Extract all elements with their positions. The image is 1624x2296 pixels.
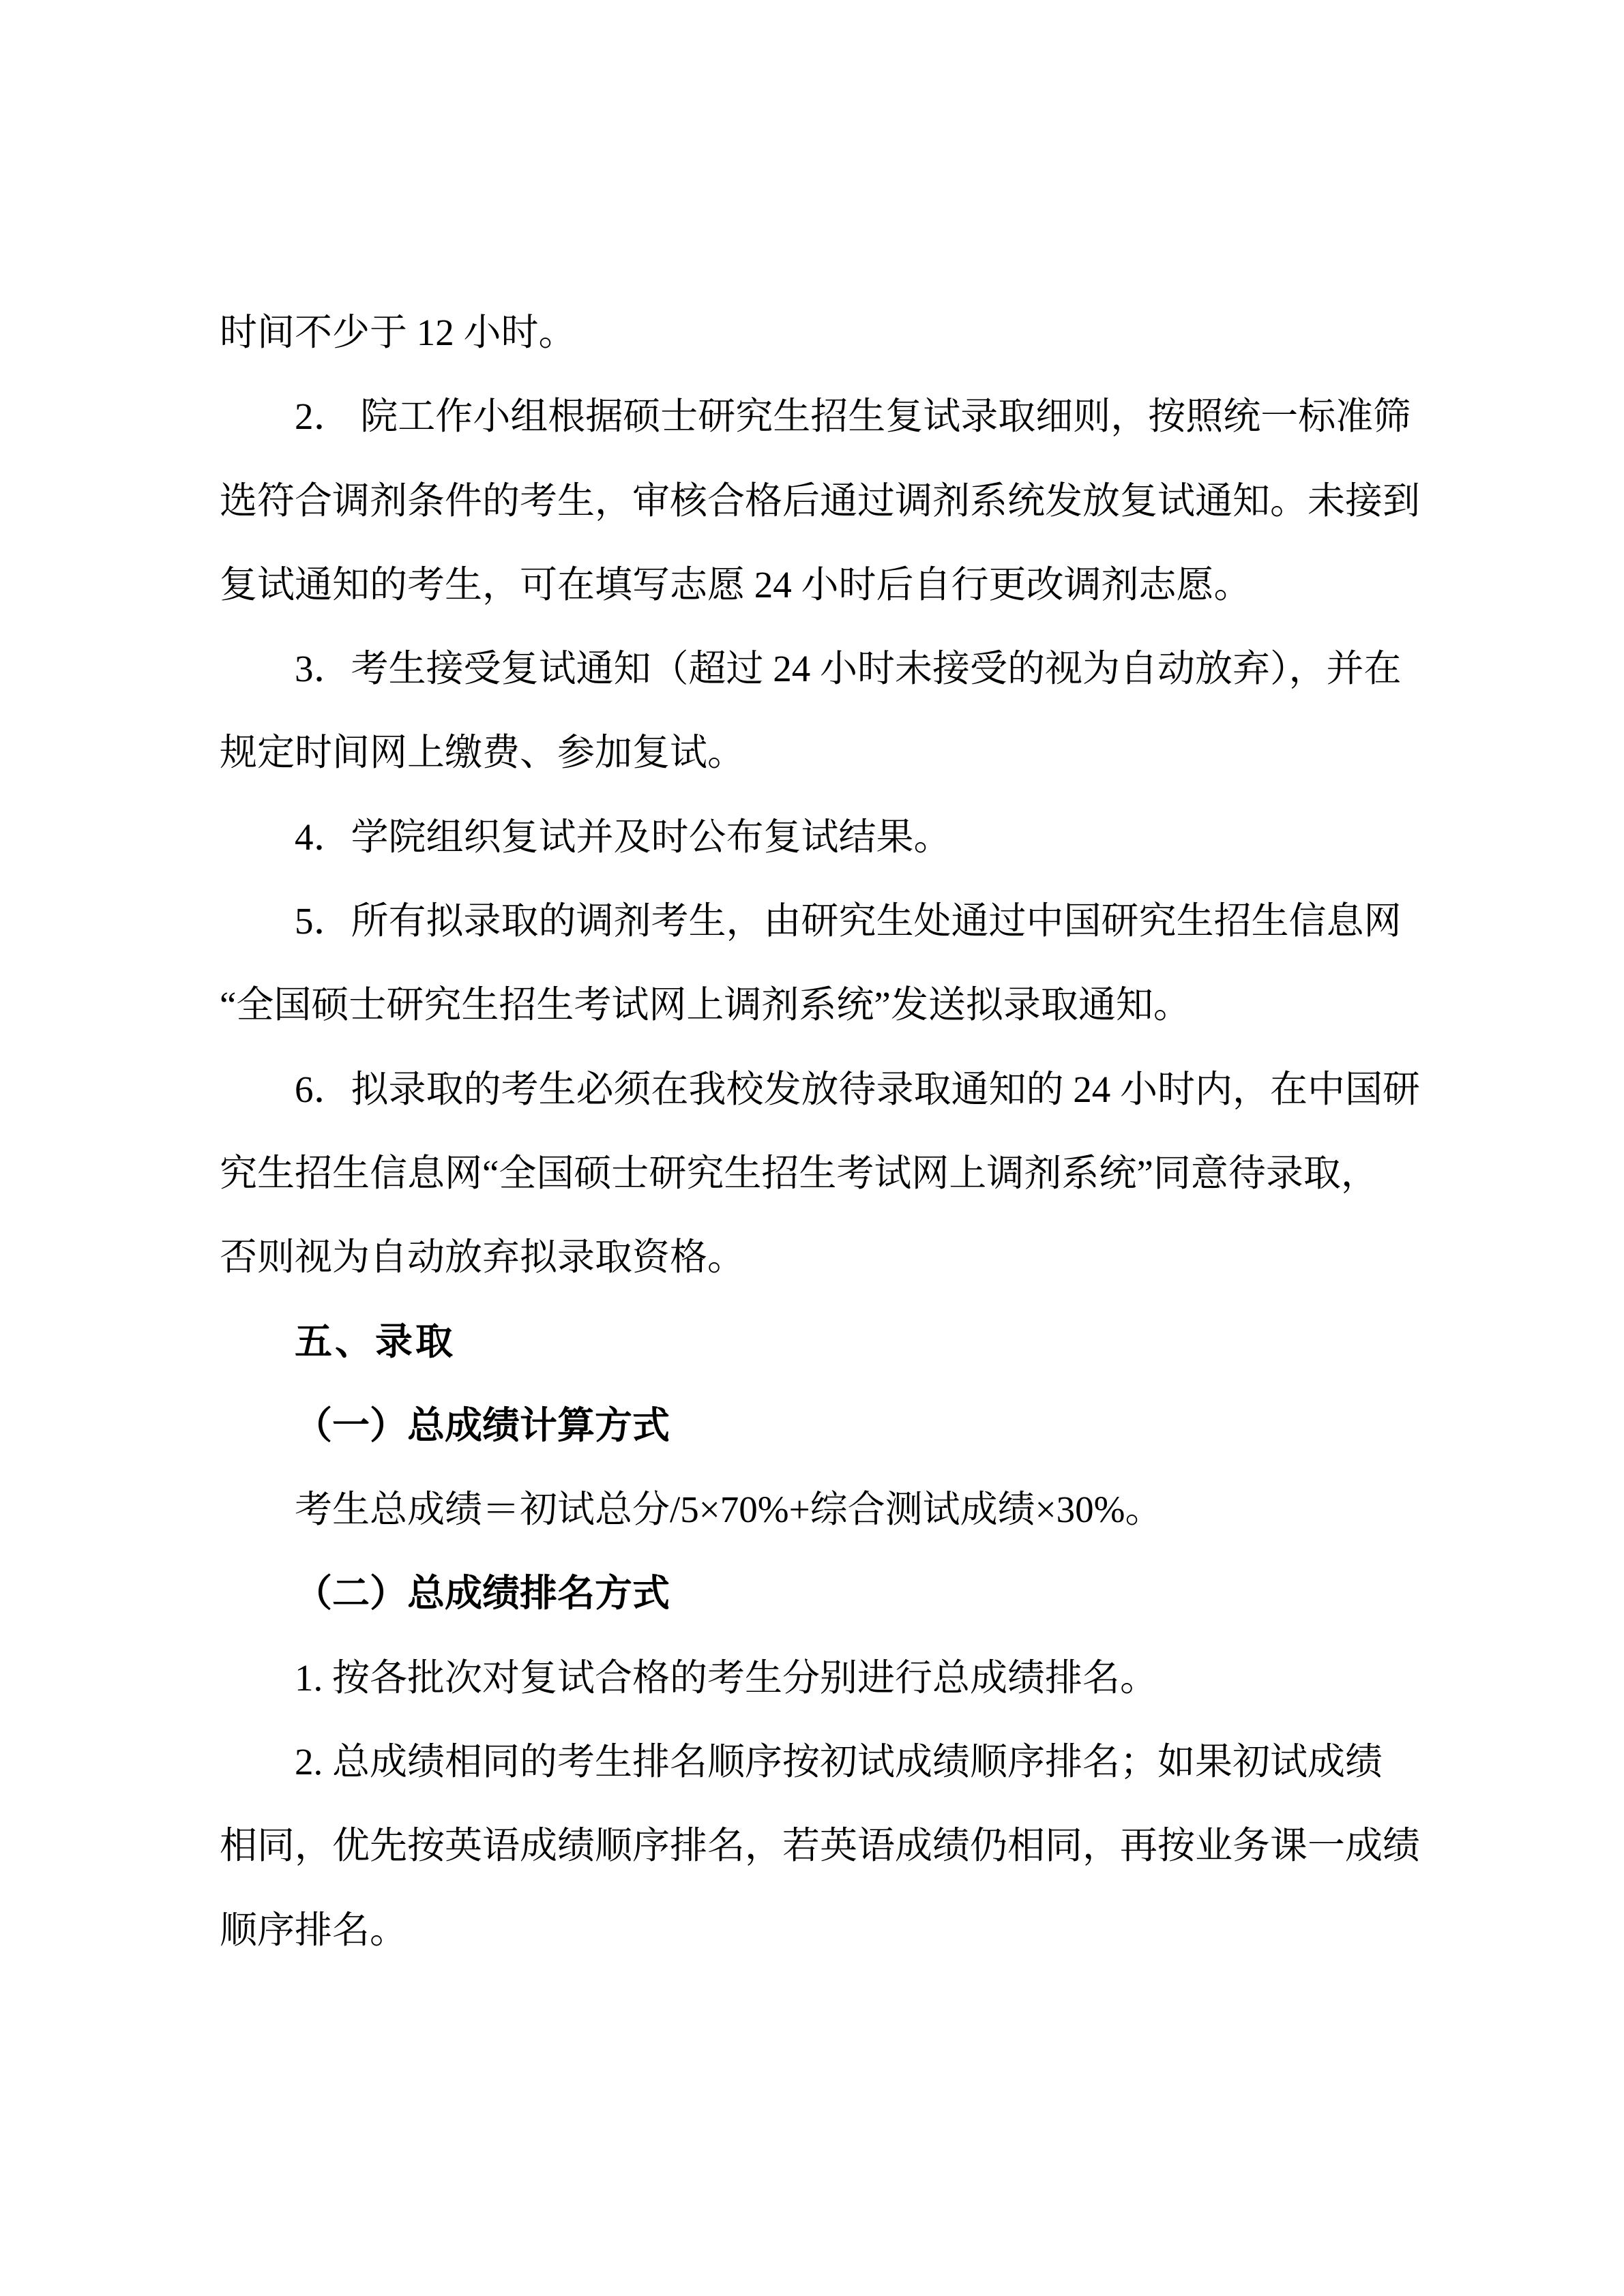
subsection-heading: （一）总成绩计算方式 <box>295 1404 670 1446</box>
text-line: 选符合调剂条件的考生，审核合格后通过调剂系统发放复试通知。未接到 <box>220 479 1421 522</box>
text-line: 时间不少于 12 小时。 <box>220 312 576 353</box>
text-line: 相同，优先按英语成绩顺序排名，若英语成绩仍相同，再按业务课一成绩 <box>220 1825 1421 1867</box>
section-heading: 五、录取 <box>295 1320 456 1362</box>
text-line: 2. 总成绩相同的考生排名顺序按初试成绩顺序排名；如果初试成绩 <box>295 1741 1383 1783</box>
text-line: 5．所有拟录取的调剂考生，由研究生处通过中国研究生招生信息网 <box>295 900 1402 942</box>
text-line: 4．学院组织复试并及时公布复试结果。 <box>295 816 951 858</box>
text-line: 1. 按各批次对复试合格的考生分别进行总成绩排名。 <box>295 1656 1158 1699</box>
text-line: “全国硕士研究生招生考试网上调剂系统”发送拟录取通知。 <box>220 984 1191 1026</box>
text-line: 3．考生接受复试通知（超过 24 小时未接受的视为自动放弃），并在 <box>295 648 1402 690</box>
text-line: 2． 院工作小组根据硕士研究生招生复试录取细则，按照统一标准筛 <box>295 396 1411 438</box>
text-line: 否则视为自动放弃拟录取资格。 <box>220 1236 745 1279</box>
text-line: 复试通知的考生，可在填写志愿 24 小时后自行更改调剂志愿。 <box>220 563 1252 606</box>
text-line: 顺序排名。 <box>220 1909 408 1951</box>
text-line: 6．拟录取的考生必须在我校发放待录取通知的 24 小时内，在中国研 <box>295 1068 1421 1110</box>
text-line: 究生招生信息网“全国硕士研究生招生考试网上调剂系统”同意待录取， <box>220 1152 1378 1194</box>
formula-line: 考生总成绩＝初试总分/5×70%+综合测试成绩×30%。 <box>295 1489 1163 1531</box>
text-line: 规定时间网上缴费、参加复试。 <box>220 732 745 774</box>
document-body <box>220 290 1454 1972</box>
subsection-heading: （二）总成绩排名方式 <box>295 1572 670 1615</box>
